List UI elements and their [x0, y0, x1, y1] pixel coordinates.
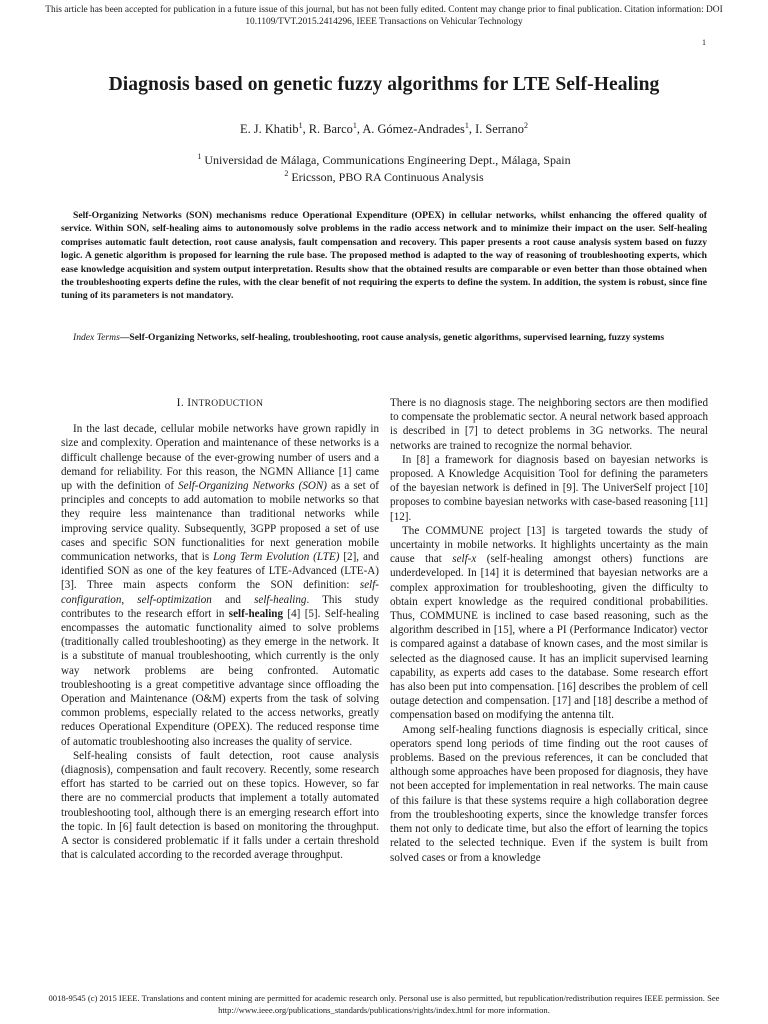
emphasis: Long Term Evolution (LTE): [213, 551, 340, 564]
author-name: A. Gómez-Andrades: [362, 122, 465, 136]
affiliation-2: [40, 170, 728, 185]
author-name: E. J. Khatib: [240, 122, 299, 136]
index-terms: [61, 331, 707, 344]
affiliation-mark: 1: [352, 121, 357, 130]
paragraph: In [8] a framework for diagnosis based on bayesian networks is proposed. A Knowledge Acquisition Tool for defining the parameters of the bayesian network is defined in [9]. The UniverSelf project [10] proposes to combine bayesian networks with case-based reasoning [11] [12].: [390, 453, 708, 523]
paragraph: Self-healing consists of fault detection, root cause analysis (diagnosis), compensation and fault recovery. Recently, some research effort has started to be carried out on these topics. However, so far there are no commercial products that implement a totally automated troubleshooting tool, although there is an emerging research effort into the topic. In [6] fault detection is based on monitoring the throughput. A sector is considered problematic if it falls under a certain threshold that is calculated according to the recorded average throughput.: [61, 749, 379, 862]
author-name: R. Barco: [308, 122, 353, 136]
emphasis: self-healing: [254, 593, 307, 606]
affiliation-mark: 1: [298, 121, 303, 130]
journal-notice: This article has been accepted for publication in a future issue of this journal, but has not been fully edited. Content may change prior to final publication. Citation information: DOI 10.1109/TVT.2015.2414296, IEEE Transactions on Vehicular Technology: [45, 5, 723, 27]
affiliation-text: Ericsson, PBO RA Continuous Analysis: [291, 170, 484, 184]
emphasis: self-optimization: [137, 593, 212, 606]
left-column: [61, 396, 379, 863]
affiliation-mark: 1: [197, 152, 202, 161]
paragraph: Among self-healing functions diagnosis is especially critical, since operators spend long periods of time finding out the root causes of problems. Based on the previous references, it can be concluded that although some approaches have been proposed for diagnosis, they have not been accepted for implementation in real networks. The main cause of this failure is that these systems require a high collaboration degree from the troubleshooting experts, since the knowledge transfer forces them not only to dedicate time, but also the effort of learning the topics related to the selected technique. Even if the system is built from solved cases or from a knowledge: [390, 723, 708, 864]
affiliation-text: Universidad de Málaga, Communications Engineering Dept., Málaga, Spain: [204, 153, 571, 167]
paragraph: There is no diagnosis stage. The neighboring sectors are then modified to compensate the problematic sector. A neural network based approach is described in [7] to detect problems in 3G networks. The neural networks are trained to recognize the normal behavior.: [390, 397, 708, 452]
copyright-footer: 0018-9545 (c) 2015 IEEE. Translations and content mining are permitted for academic research only. Personal use is also permitted, but republication/redistribution requires IEEE permission. See http://www.ieee.org/publications_standards/publications/rights/index.html for more information.: [48, 993, 720, 1015]
paragraph: In the last decade, cellular mobile networks have grown rapidly in size and complexity. Operation and maintenance of these networks is a difficult challenge because of the ever-growing number of users and a demand for reliability. For this reason, the NGMN Alliance [1] came up with the definition of Self-Organizing Networks (SON) as a set of principles and concepts to add automation to mobile networks so that they require less maintenance than traditional networks while improving service quality. Subsequently, 3GPP proposed a set of use cases and specific SON functionalities for next generation mobile communication networks, that is Long Term Evolution (LTE) [2], and identified SON as one of the key features of LTE-Advanced (LTE-A) [3]. Three main aspects conform the SON definition: self-configuration, self-optimization and self-healing. This study contributes to the research effort in self-healing [4] [5]. Self-healing encompasses the automatic functionality aimed to solve problems (traditionally called troubleshooting) as they emerge in the network. It is a substitute of manual troubleshooting, which currently is the only way network problems are being confronted. Automatic troubleshooting is a great competitive advantage since offloading the Operation and Maintenance (O&M) experts from the task of solving common problems, especially related to the access networks, greatly reduces Operational Expenditure (OPEX). The reduced response time of automatic troubleshooting also increases the quality of service.: [61, 423, 379, 748]
emphasis: self-configuration: [61, 579, 379, 606]
page-number: 1: [702, 38, 706, 47]
author-list: E. J. Khatib$^1$, R. Barco$^1$, A. Gómez-Andrades$^1$, I. Serrano$^2$: [240, 121, 528, 136]
section-heading: I. INTRODUCTION: [176, 396, 264, 409]
index-terms-text: —Self-Organizing Networks, self-healing, troubleshooting, root cause analysis, genetic algorithms, supervised learning, fuzzy systems: [119, 332, 665, 343]
bold-term: self-healing: [228, 607, 283, 620]
emphasis: Self-Organizing Networks (SON): [178, 480, 327, 493]
abstract: Self-Organizing Networks (SON) mechanisms reduce Operational Expenditure (OPEX) in cellular networks, whilst enhancing the offered quality of service. Within SON, self-healing aims to autonomously solve problems in the radio access network and to minimize their impact on the user. Self-healing comprises automatic fault detection, root cause analysis, fault compensation and recovery. This paper presents a root cause analysis system based on fuzzy logic. A genetic algorithm is proposed for learning the rule base. The proposed method is adapted to the way of reasoning of troubleshooting experts, which ease knowledge acquisition and system output interpretation. Results show that the obtained results are comparable or even better than those obtained when the troubleshooting experts define the rules, with the clear benefit of not requiring the experts to define the system. In addition, the system is robust, since fine tuning of its parameters is not mandatory.: [61, 210, 707, 302]
right-column: [390, 396, 708, 865]
author-name: I. Serrano: [475, 122, 524, 136]
paper-title: Diagnosis based on genetic fuzzy algorithms for LTE Self-Healing: [108, 74, 660, 95]
affiliation-mark: 2: [523, 121, 528, 130]
affiliation-mark: 1: [464, 121, 469, 130]
affiliation-1: [40, 153, 728, 168]
index-terms-label: Index Terms: [73, 332, 120, 343]
paragraph: The COMMUNE project [13] is targeted towards the study of uncertainty in mobile networks. It highlights uncertainty as the main cause that self-x (self-healing amongst others) functions are underdeveloped. In [14] it is determined that bayesian networks are a complex approximation for troubleshooting, given the difficulty to obtain expert knowledge as the required conditional probabilities. Thus, COMMUNE is inclined to case based reasoning, such as the algorithm described in [15], where a PI (Performance Indicator) vector is compared against a database of known cases, and the most similar is selected as the diagnosed cause. It has an implicit supervised learning capability, as experts add cases to the database. Some research effort has also been put into compensation. [16] describes the problem of cell outage detection and compensation. [17] and [18] describe a method of compensation based on modifying the antenna tilt.: [390, 524, 708, 722]
affiliation-mark: 2: [284, 169, 289, 178]
emphasis: self-x: [452, 553, 477, 566]
